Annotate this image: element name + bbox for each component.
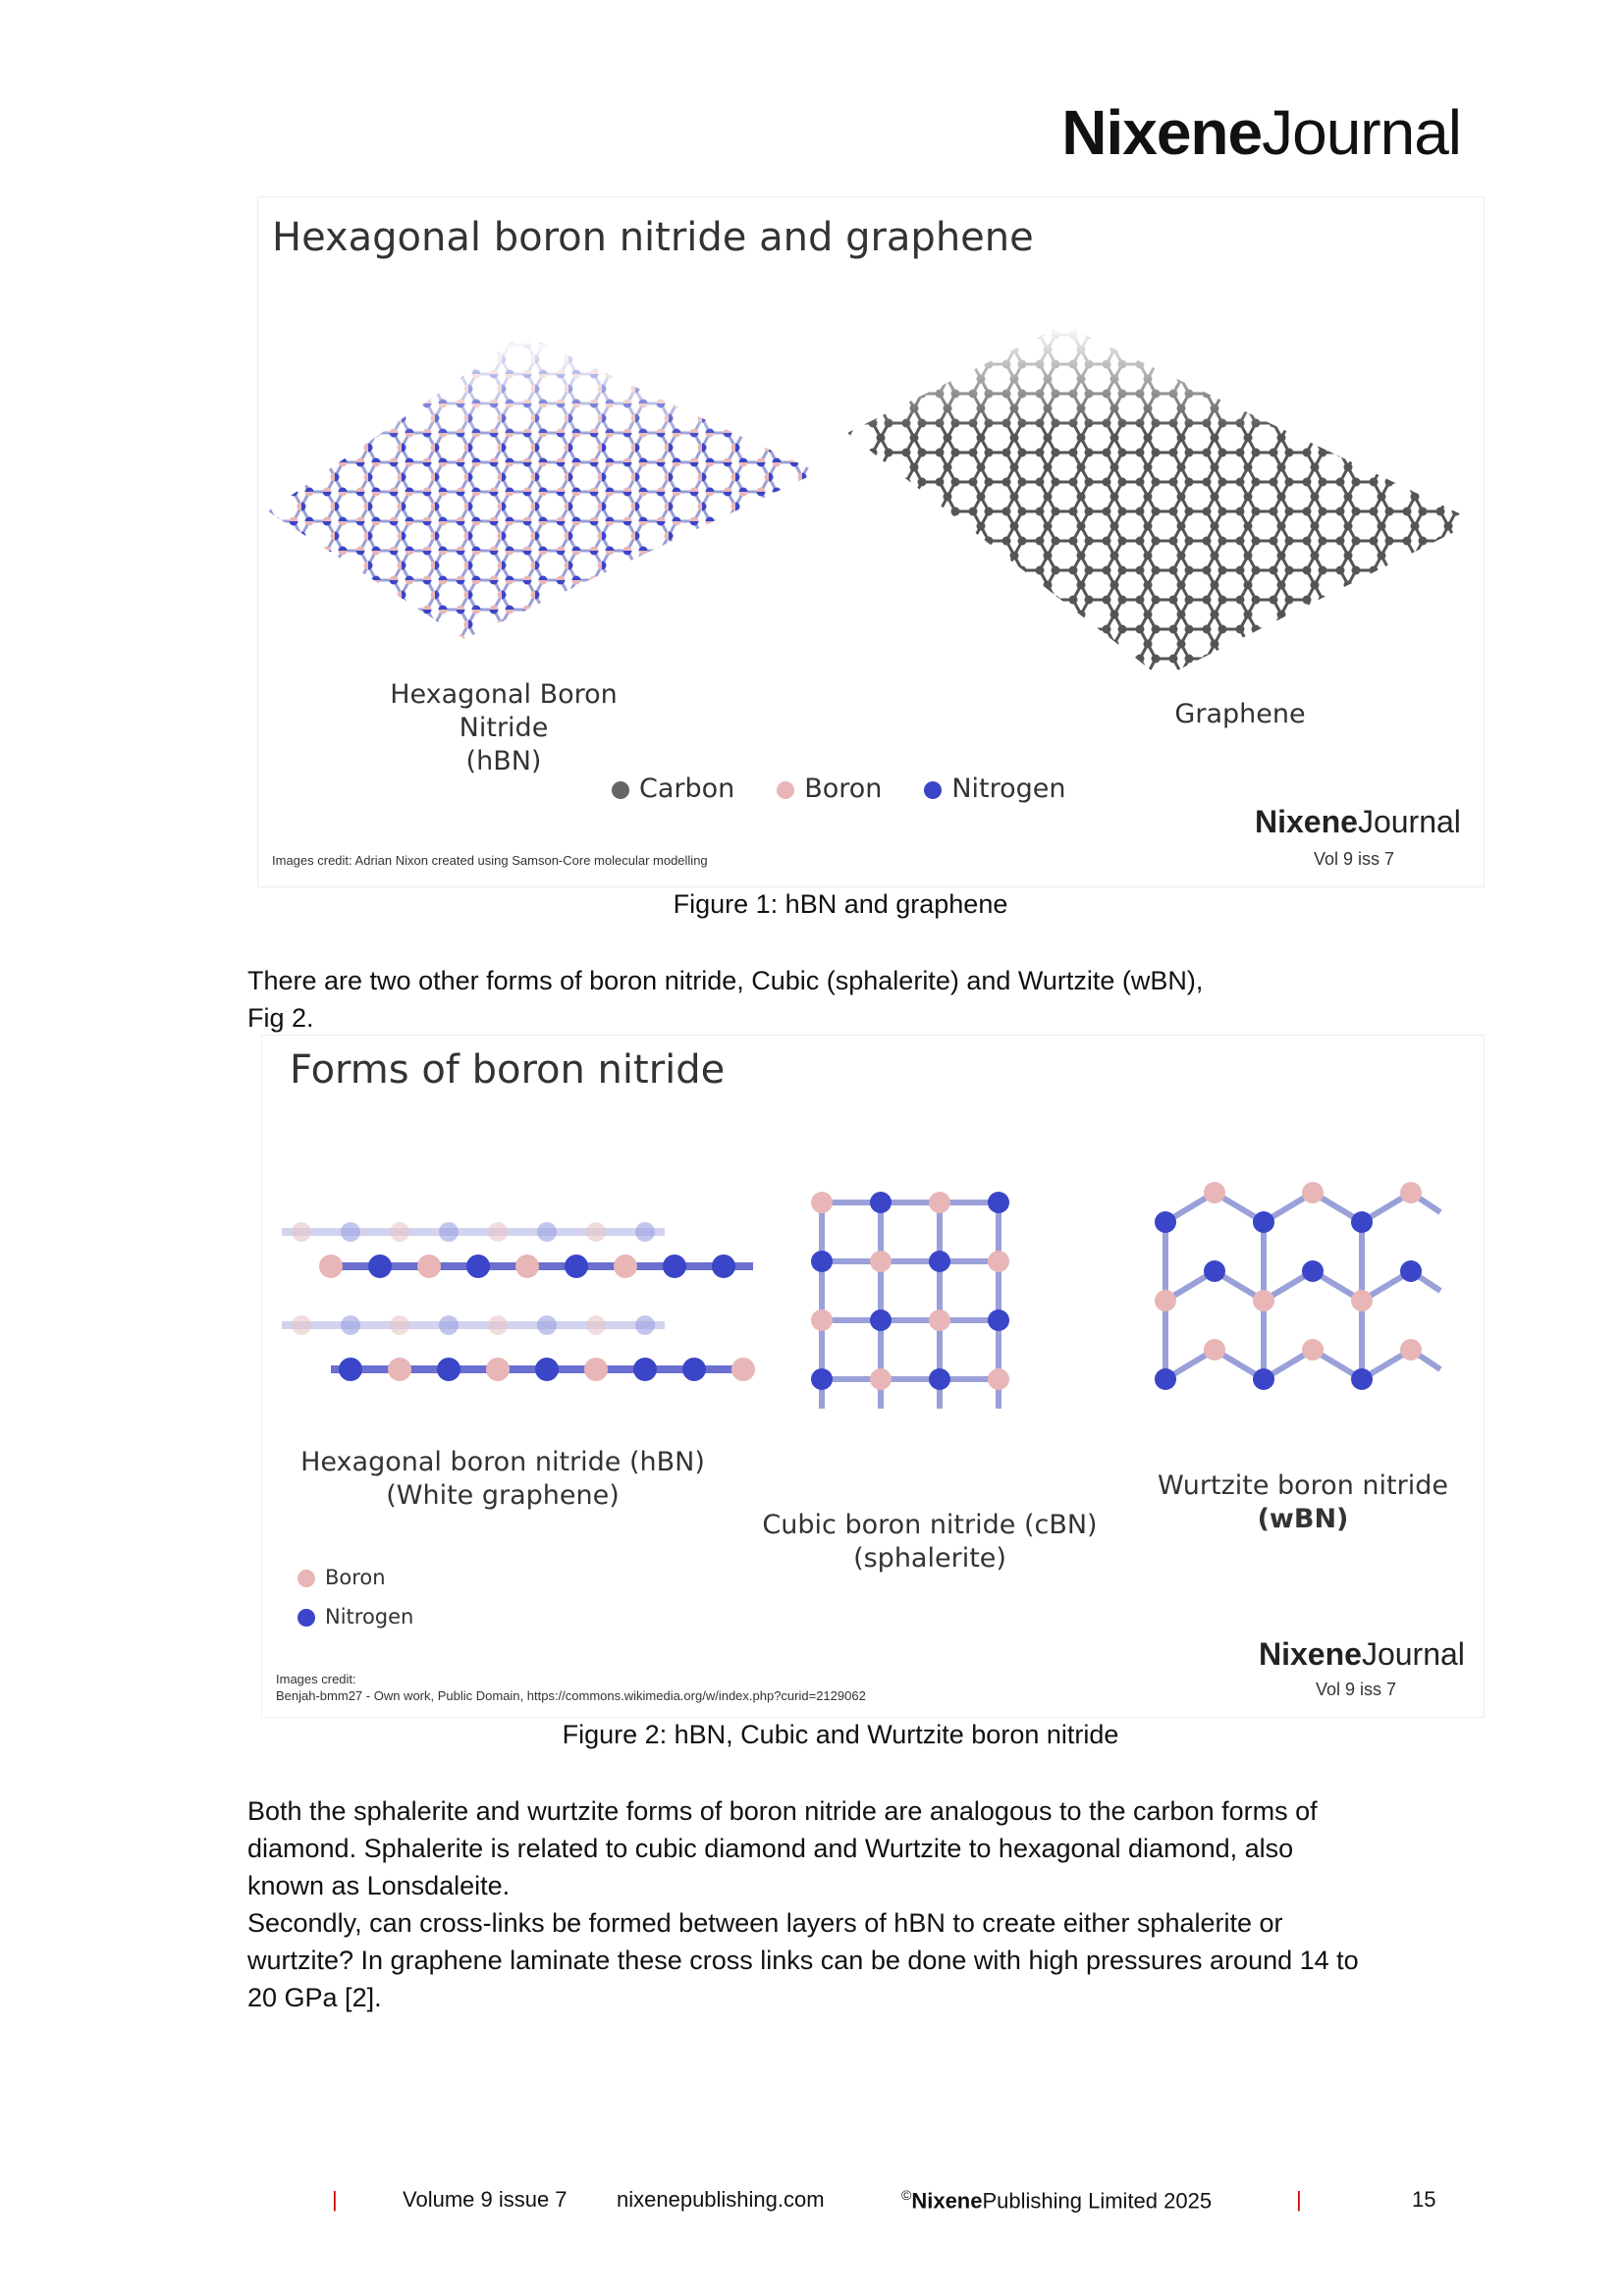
figure-1-brand: NixeneJournal bbox=[1255, 804, 1461, 839]
carbon-dot-icon bbox=[612, 781, 629, 799]
figure-2-legend bbox=[298, 1558, 494, 1636]
cubic-bn-illustration bbox=[792, 1173, 1028, 1438]
footer-volume: Volume 9 issue 7 bbox=[403, 2187, 568, 2212]
legend-boron: Boron bbox=[298, 1558, 494, 1597]
footer-separator-left: | bbox=[332, 2187, 338, 2212]
body-paragraph-2: Secondly, can cross-links be formed between layers of hBN to create either sphalerite or wurtzite? In graphene laminate these cross links can be done with high pressures around 14 to 20 GPa [2]. bbox=[247, 1908, 1359, 2012]
nitrogen-dot-icon bbox=[298, 1609, 315, 1627]
figure-2-caption: Figure 2: hBN, Cubic and Wurtzite boron nitride bbox=[562, 1720, 1119, 1749]
legend-boron: Boron bbox=[777, 774, 882, 804]
legend-carbon: Carbon bbox=[612, 774, 734, 804]
figure-1-title: Hexagonal boron nitride and graphene bbox=[272, 215, 1034, 260]
hbn-atoms bbox=[292, 1222, 755, 1381]
figure-1-volume: Vol 9 iss 7 bbox=[1314, 849, 1395, 869]
figure-1-credit: Images credit: Adrian Nixon created using Samson-Core molecular modelling bbox=[272, 853, 708, 868]
boron-dot-icon bbox=[777, 781, 794, 799]
legend-nitrogen: Nitrogen bbox=[298, 1597, 494, 1636]
legend-nitrogen: Nitrogen bbox=[924, 774, 1065, 804]
graphene-label: Graphene bbox=[1174, 699, 1306, 729]
figure-2-title: Forms of boron nitride bbox=[290, 1047, 726, 1093]
hbn-layers-illustration bbox=[272, 1212, 763, 1458]
hbn-label: Hexagonal Boron Nitride (hBN) bbox=[390, 679, 618, 776]
nitrogen-dot-icon bbox=[924, 781, 942, 799]
footer-website: nixenepublishing.com bbox=[617, 2187, 825, 2212]
figure-1-caption: Figure 1: hBN and graphene bbox=[673, 889, 1008, 919]
cubic-bn-atoms bbox=[811, 1192, 1009, 1390]
wurtzite-bn-illustration bbox=[1146, 1173, 1460, 1438]
figure-1 bbox=[257, 196, 1485, 887]
footer-copyright: ©NixenePublishing Limited 2025 bbox=[901, 2187, 1213, 2214]
wbn-form-label: Wurtzite boron nitride (wBN) bbox=[1158, 1470, 1448, 1534]
figure-2-volume: Vol 9 iss 7 bbox=[1316, 1680, 1397, 1699]
figure-2 bbox=[261, 1035, 1485, 1718]
footer-page-number: 15 bbox=[1412, 2187, 1436, 2212]
body-paragraph-1: Both the sphalerite and wurtzite forms of boron nitride are analogous to the carbon forms of diamond. Sphalerite is related to cubic diamond and Wurtzite to hexagonal diamond, also known as Lonsdaleite. bbox=[247, 1796, 1318, 1900]
masthead-logo: NixeneJournal bbox=[1061, 97, 1461, 168]
intro-paragraph: There are two other forms of boron nitride, Cubic (sphalerite) and Wurtzite (wBN), Fig 2. bbox=[247, 966, 1204, 1033]
hbn-form-label: Hexagonal boron nitride (hBN) (White graphene) bbox=[300, 1447, 705, 1511]
boron-dot-icon bbox=[298, 1570, 315, 1587]
cbn-form-label: Cubic boron nitride (cBN) (sphalerite) bbox=[762, 1510, 1098, 1574]
figure-1-legend bbox=[612, 773, 1122, 806]
figure-2-brand: NixeneJournal bbox=[1259, 1636, 1465, 1672]
footer-separator-right: | bbox=[1296, 2187, 1302, 2212]
figure-2-credit: Images credit: Benjah-bmm27 - Own work, Public Domain, https://commons.wikimedia.org/w/index.php?curid=2129062 bbox=[276, 1672, 866, 1703]
